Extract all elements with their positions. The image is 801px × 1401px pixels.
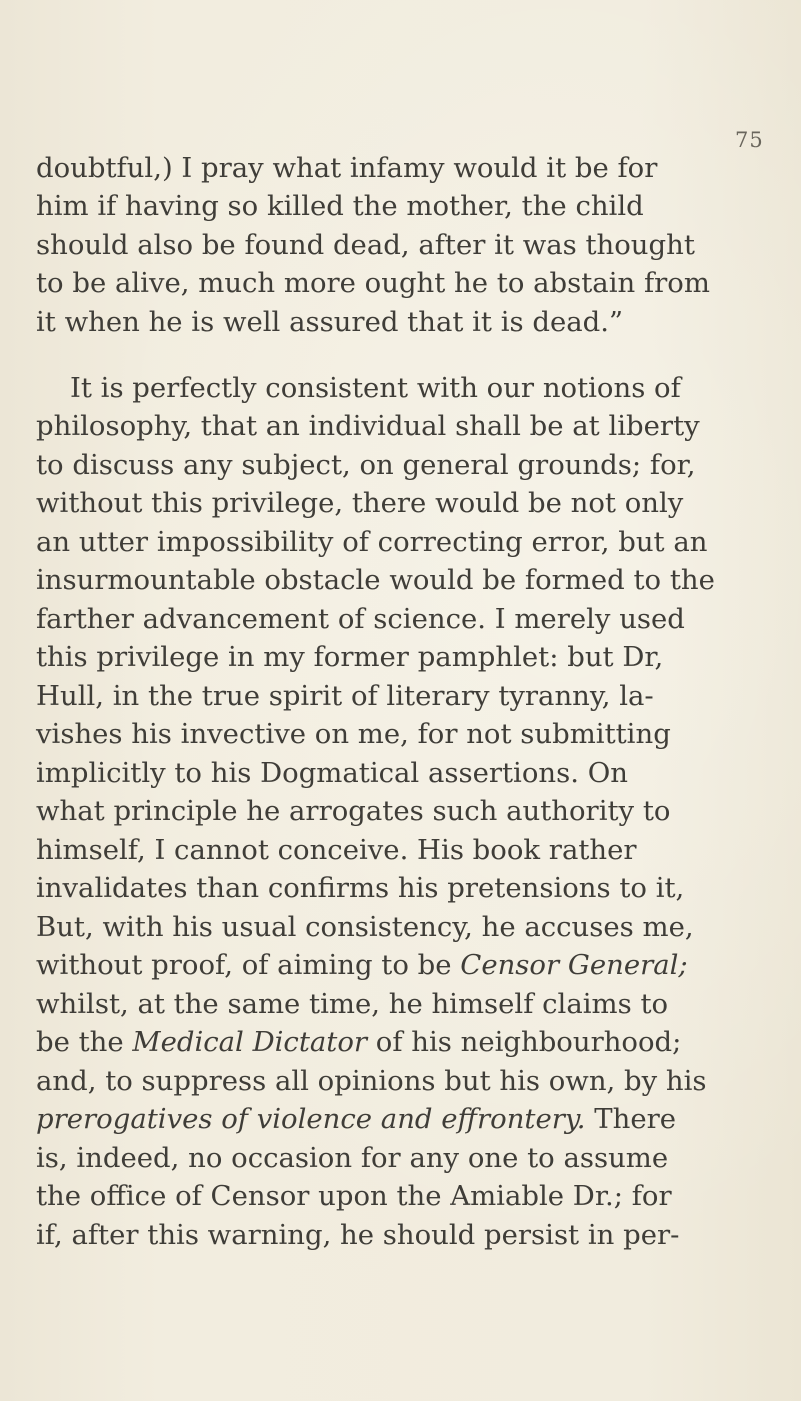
text-segment: There [594, 1103, 677, 1135]
text-line: himself, I cannot conceive. His book rather [36, 834, 637, 866]
text-line: to be alive, much more ought he to abstain from [36, 267, 710, 299]
text-line: doubtful,) I pray what infamy would it be for [36, 152, 658, 184]
text-line: and, to suppress all opinions but his own, by his [36, 1065, 707, 1097]
text-line: implicitly to his Dogmatical assertions. On [36, 757, 628, 789]
text-line: if, after this warning, he should persist in per- [36, 1219, 680, 1251]
text-line: insurmountable obstacle would be formed to the [36, 564, 715, 596]
text-line: should also be found dead, after it was thought [36, 229, 695, 261]
text-line: to discuss any subject, on general grounds; for, [36, 449, 696, 481]
italic-segment: Medical Dictator [132, 1026, 368, 1058]
text-segment: without proof, of aiming to be [36, 949, 452, 981]
text-line: is, indeed, no occasion for any one to assume [36, 1142, 669, 1174]
text-line: what principle he arrogates such authority to [36, 795, 671, 827]
text-line: without this privilege, there would be not only [36, 487, 684, 519]
page-number: 75 [735, 128, 764, 152]
text-line: an utter impossibility of correcting error, but an [36, 526, 708, 558]
text-line-mixed [36, 1025, 767, 1059]
text-line: him if having so killed the mother, the child [36, 190, 644, 222]
text-line: It is perfectly consistent with our notions of [70, 372, 681, 404]
text-segment: be the [36, 1026, 124, 1058]
text-line: whilst, at the same time, he himself claims to [36, 988, 669, 1020]
text-line: the office of Censor upon the Amiable Dr.; for [36, 1180, 672, 1212]
italic-segment: prerogatives of violence and effrontery. [36, 1103, 586, 1135]
text-line-mixed [36, 1102, 767, 1136]
text-line: philosophy, that an individual shall be at liberty [36, 410, 700, 442]
text-line: it when he is well assured that it is dead.” [36, 306, 624, 338]
text-line: invalidates than confirms his pretensions to it, [36, 872, 685, 904]
text-line: this privilege in my former pamphlet: but Dr, [36, 641, 664, 673]
text-line: farther advancement of science. I merely used [36, 603, 685, 635]
italic-segment: Censor General; [460, 949, 688, 981]
text-line: vishes his invective on me, for not submitting [36, 718, 671, 750]
text-line: Hull, in the true spirit of literary tyranny, la- [36, 680, 654, 712]
text-line-mixed [36, 948, 767, 982]
text-segment: of his neighbourhood; [375, 1026, 682, 1058]
text-line: But, with his usual consistency, he accuses me, [36, 911, 694, 943]
